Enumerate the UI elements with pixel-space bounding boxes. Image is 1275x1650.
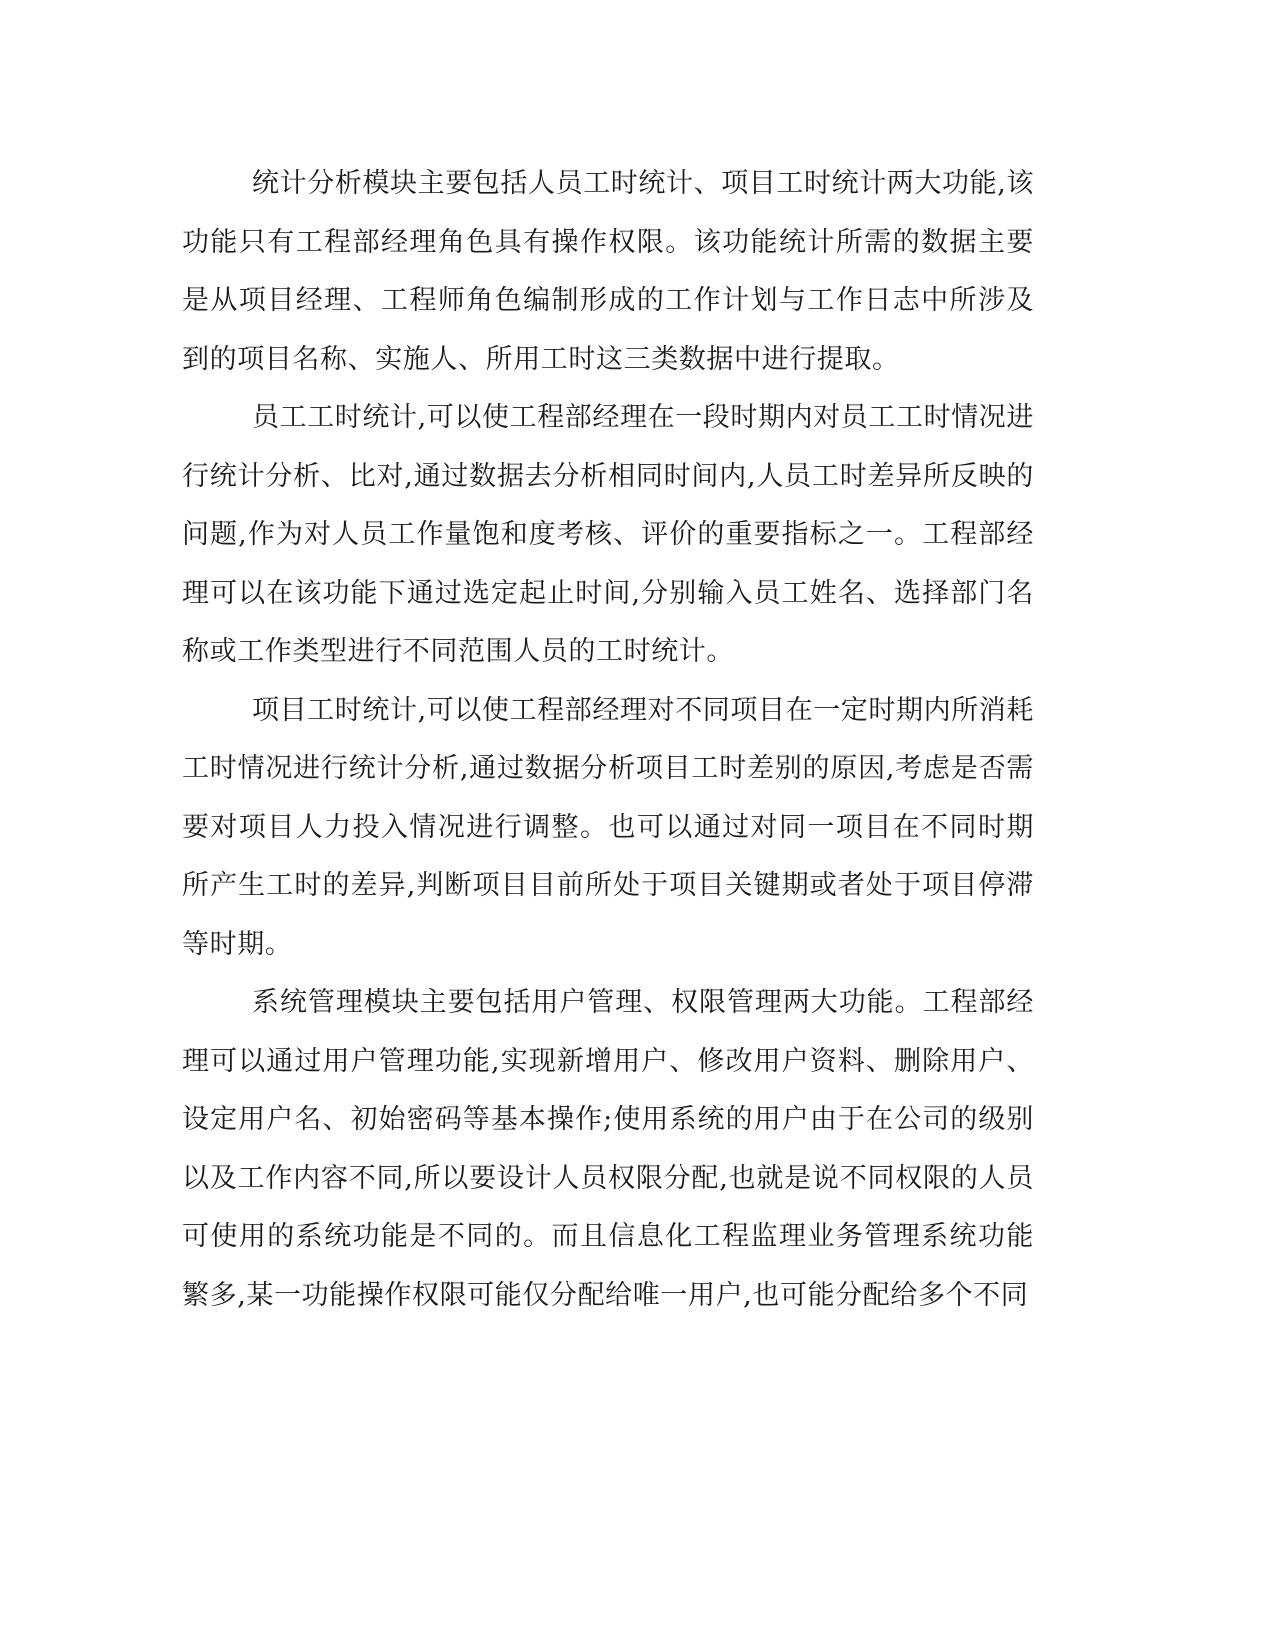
paragraph-project-hours: 项目工时统计,可以使工程部经理对不同项目在一定时期内所消耗工时情况进行统计分析,通过数据分析项目工时差别的原因,考虑是否需要对项目人力投入情况进行调整。也可以通过对同一项目在不同时期所产生工时的差异,判断项目目前所处于项目关键期或者处于项目停滞等时期。	[182, 694, 1034, 960]
body-text	[182, 155, 1034, 1325]
paragraph-system-management: 系统管理模块主要包括用户管理、权限管理两大功能。工程部经理可以通过用户管理功能,实现新增用户、修改用户资料、删除用户、设定用户名、初始密码等基本操作;使用系统的用户由于在公司的级别以及工作内容不同,所以要设计人员权限分配,也就是说不同权限的人员可使用的系统功能是不同的。而且信息化工程监理业务管理系统功能繁多,某一功能操作权限可能仅分配给唯一用户,也可能分配给多个不同	[182, 987, 1034, 1311]
paragraph-employee-hours: 员工工时统计,可以使工程部经理在一段时期内对员工工时情况进行统计分析、比对,通过数据去分析相同时间内,人员工时差异所反映的问题,作为对人员工作量饱和度考核、评价的重要指标之一。工程部经理可以在该功能下通过选定起止时间,分别输入员工姓名、选择部门名称或工作类型进行不同范围人员的工时统计。	[182, 402, 1034, 667]
paragraph-statistics-module: 统计分析模块主要包括人员工时统计、项目工时统计两大功能,该功能只有工程部经理角色具有操作权限。该功能统计所需的数据主要是从项目经理、工程师角色编制形成的工作计划与工作日志中所涉及到的项目名称、实施人、所用工时这三类数据中进行提取。	[182, 168, 1034, 375]
